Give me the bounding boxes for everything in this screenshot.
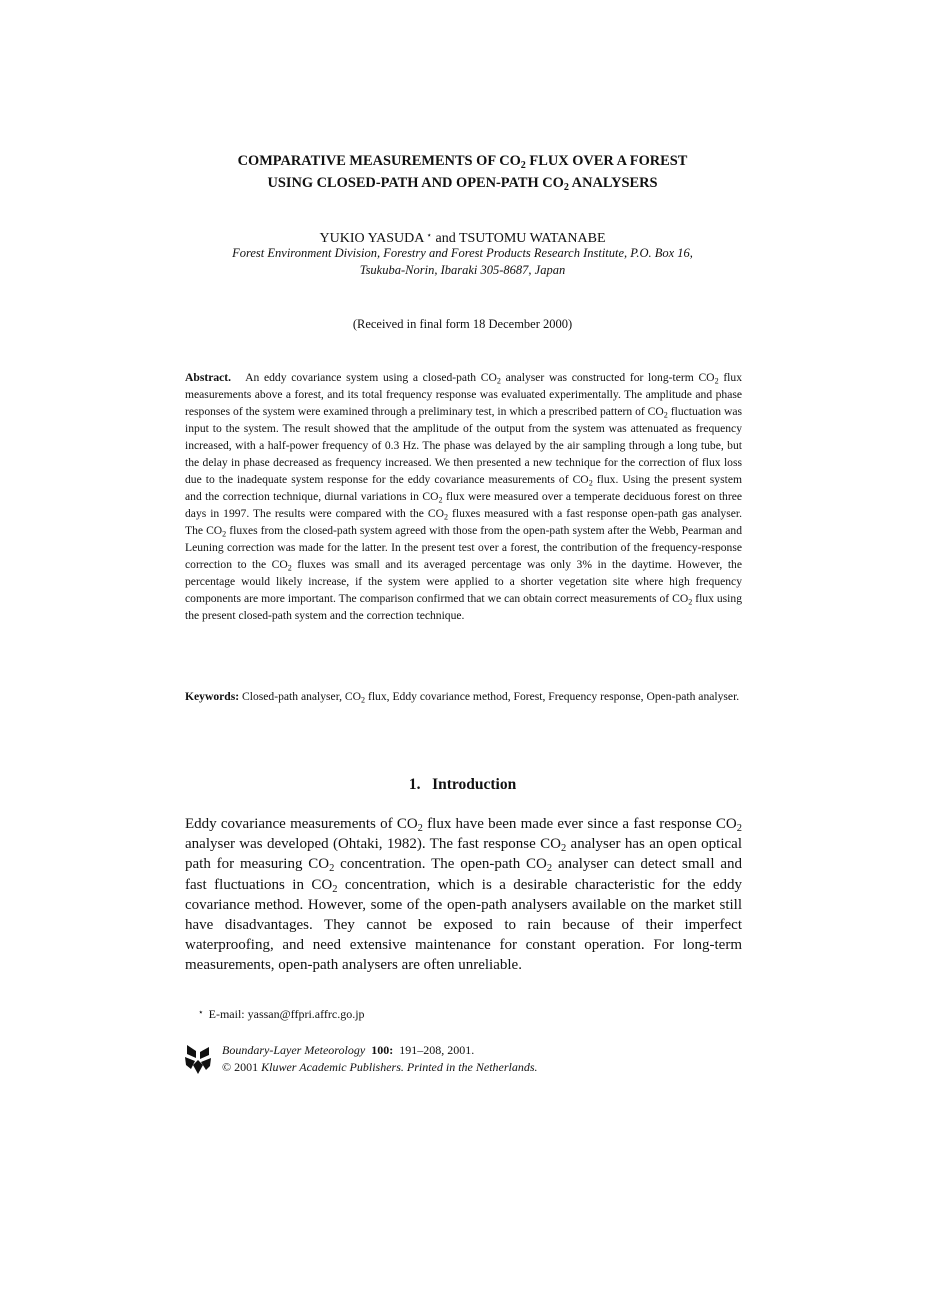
body-text: Eddy covariance measurements of CO xyxy=(185,816,418,832)
body-text: analyser can detect small and fast fluctuations in CO xyxy=(185,856,742,893)
kluwer-logo-icon xyxy=(184,1043,212,1076)
subscript: 2 xyxy=(496,376,501,386)
body-text: analyser was developed (Ohtaki, 1982). The fast response CO xyxy=(185,836,561,853)
subscript: 2 xyxy=(287,563,292,573)
subscript: 2 xyxy=(563,182,569,194)
subscript: 2 xyxy=(438,495,443,505)
subscript: 2 xyxy=(329,863,335,875)
subscript: 2 xyxy=(714,376,719,386)
footnote-mark: ⋆ xyxy=(198,1007,204,1017)
abstract-text: analyser was constructed for long-term CO xyxy=(500,371,715,384)
subscript: 2 xyxy=(443,512,449,522)
author-name: TSUTOMU WATANABE xyxy=(458,231,606,246)
subscript: 2 xyxy=(520,160,526,172)
section-heading xyxy=(150,775,775,795)
keywords-text: Closed-path analyser, CO xyxy=(242,690,362,703)
subscript: 2 xyxy=(560,843,567,855)
abstract-text: flux. Using the present system and the correction technique, diurnal variations in CO xyxy=(185,473,742,503)
publisher-info xyxy=(222,1042,538,1076)
abstract-text: flux were measured over a temperate deciduous forest on three days in 1997. The results were compared with the CO xyxy=(185,490,742,520)
affiliation-line: Tsukuba-Norin, Ibaraki 305-8687, Japan xyxy=(359,263,566,277)
body-text: analyser has an open optical path for measuring CO xyxy=(185,836,742,873)
title-line-2 xyxy=(150,172,775,194)
abstract-text: fluxes from the closed-path system agreed with those from the open-path system after the Webb, Pearman and Leuning correction was made for the latter. In the present test over a forest, the contribution of the frequency-response correction to the CO xyxy=(185,524,742,571)
subscript: 2 xyxy=(417,823,423,835)
volume-number: 100: xyxy=(371,1043,394,1057)
keywords xyxy=(185,688,742,705)
title-text: FLUX OVER A FOREST xyxy=(525,153,688,169)
author-connector: and xyxy=(435,231,456,246)
body-text: concentration, which is a desirable characteristic for the eddy covariance method. However, some of the open-path analysers available on the market still have disadvantages. They cannot be exposed to rain because of their imperfect waterproofing, and need extensive maintenance for constant operation. For long-term measurements, open-path analysers are often unreliable. xyxy=(185,876,742,974)
author-name: YUKIO YASUDA xyxy=(319,231,425,246)
abstract-text: fluctuation was input to the system. The result showed that the amplitude of the output from the system was attenuated as frequency increased, with a half-power frequency of 0.3 Hz. The phase was delayed by the air sampling through a long tube, but the delay in phase decreased as frequency increased. We then presented a new technique for the correction of flux loss due to the inadequate system response for the eddy covariance measurements of CO xyxy=(185,405,742,486)
paper-title xyxy=(150,150,775,194)
title-text: ANALYSERS xyxy=(568,175,658,191)
keywords-text: flux, Eddy covariance method, Forest, Frequency response, Open-path analyser. xyxy=(365,690,740,703)
title-text: COMPARATIVE MEASUREMENTS OF CO xyxy=(237,153,521,169)
body-text: flux have been made ever since a fast response CO xyxy=(422,816,737,832)
body-text: concentration. The open-path CO xyxy=(334,856,547,873)
publisher-name: Kluwer Academic Publishers. Printed in the Netherlands. xyxy=(261,1060,538,1074)
abstract-text: flux measurements above a forest, and its total frequency response was evaluated experimentally. The amplitude and phase responses of the system were examined through a preliminary test, in which a prescribed pattern of CO xyxy=(185,371,742,418)
abstract xyxy=(185,369,742,624)
author-footnote-mark: ⋆ xyxy=(426,230,432,240)
abstract-text: fluxes was small and its averaged percentage was only 3% in the daytime. However, the percentage would likely increase, if the system were applied to a shorter vegetation site where high frequency components are more important. The comparison confirmed that we can obtain correct measurements of CO xyxy=(185,558,742,605)
affiliation xyxy=(150,245,775,279)
subscript: 2 xyxy=(588,478,593,488)
footnote-email[interactable]: E-mail: yassan@ffpri.affrc.go.jp xyxy=(208,1007,365,1021)
subscript: 2 xyxy=(222,529,227,539)
abstract-text: flux using the present closed-path system and the correction technique. xyxy=(185,592,742,622)
title-text: USING CLOSED-PATH AND OPEN-PATH CO xyxy=(267,175,564,191)
journal-name: Boundary-Layer Meteorology xyxy=(222,1043,366,1057)
keywords-label: Keywords: xyxy=(185,690,240,703)
subscript: 2 xyxy=(361,695,366,705)
abstract-text: fluxes measured with a fast response open-path gas analyser. The CO xyxy=(185,507,742,537)
section-number: 1. xyxy=(408,776,421,793)
subscript: 2 xyxy=(546,863,553,875)
citation-line xyxy=(222,1042,538,1059)
subscript: 2 xyxy=(332,883,338,895)
subscript: 2 xyxy=(688,597,693,607)
subscript: 2 xyxy=(663,410,668,420)
abstract-label: Abstract. xyxy=(185,371,232,384)
copyright-line xyxy=(222,1059,538,1076)
title-line-1 xyxy=(150,150,775,172)
abstract-text: An eddy covariance system using a closed-path CO xyxy=(245,371,497,384)
affiliation-line: Forest Environment Division, Forestry and Forest Products Research Institute, P.O. Box 16, xyxy=(232,246,693,260)
footnote xyxy=(198,1004,365,1023)
pages-year: 191–208, 2001. xyxy=(399,1043,475,1057)
copyright-mark: © 2001 xyxy=(222,1060,259,1074)
subscript: 2 xyxy=(736,823,743,835)
section-title: Introduction xyxy=(432,776,517,793)
received-date: (Received in final form 18 December 2000) xyxy=(352,317,573,331)
intro-paragraph xyxy=(185,814,742,976)
